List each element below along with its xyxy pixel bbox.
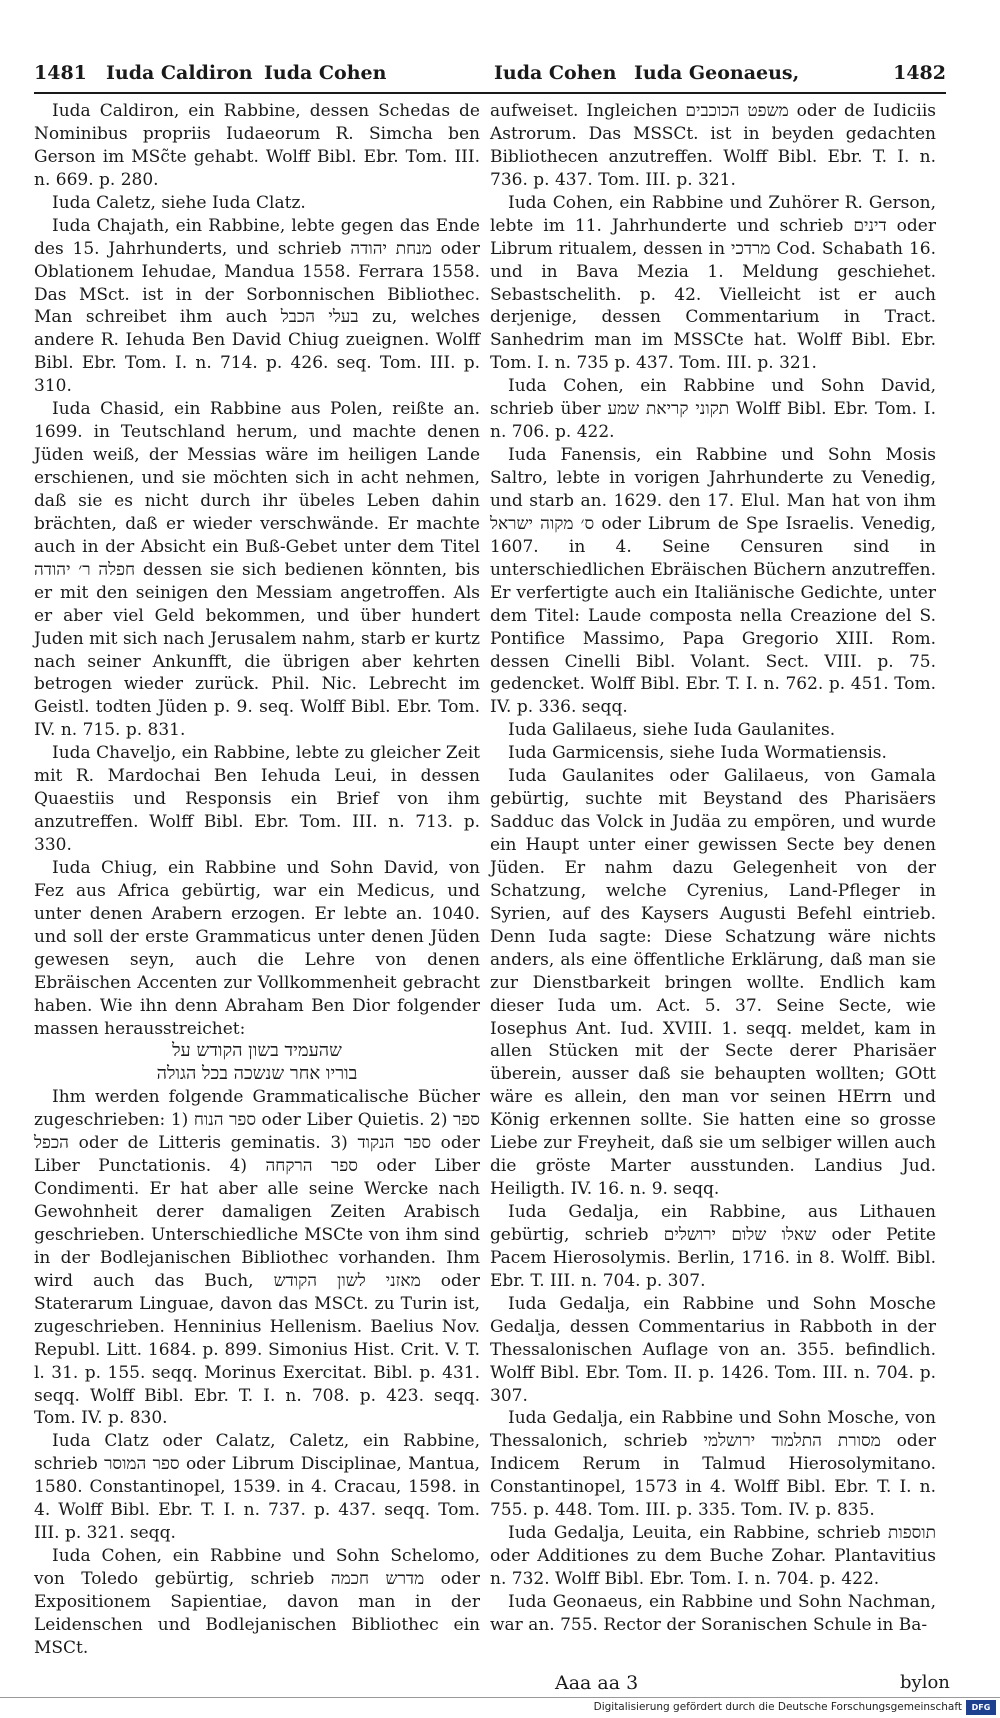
entry-paragraph: aufweiset. Ingleichen משפט הכוכבים oder de Iudiciis Astrorum. Das MSSCt. ist in beyden gedachten Bibliothecen anzutreffen. Wolff Bibl. Ebr. T. I. n. 736. p. 437. Tom. III. p. 321. [490,101,937,190]
entry-paragraph: Iuda Clatz oder Calatz, Caletz, ein Rabbine, schrieb ספר המוסר oder Librum Disciplinae, Mantua, 1580. Constantinopel, 1539. in 4. Cracau, 1598. in 4. Wolff Bibl. Ebr. T. I. n. 737. p. 437. seqq. Tom. III. p. 321. seqq. [34,1431,480,1544]
header-rule [34,92,946,94]
header-title-right-1: Iuda Cohen [494,62,617,84]
hebrew-verse-line: בוריו אחר שנשכה בכל הגולה [156,1063,358,1085]
entry-paragraph: Iuda Cohen, ein Rabbine und Zuhörer R. Gerson, lebte im 11. Jahrhunderte und schrieb דינים oder Librum ritualem, dessen in מרדכי Cod. Schabath 16. und in Bava Mezia 1. Meldung geschiehet. Sebastschelith. p. 42. Vielleicht ist er auch derjenige, dessen Commentarium in Tract. Sanhedrim man im MSSCte hat. Wolff Bibl. Ebr. Tom. I. n. 735 p. 437. Tom. III. p. 321. [490,192,936,374]
entry-paragraph: Iuda Gedalja, ein Rabbine und Sohn Mosche Gedalja, dessen Commentarius in Rabboth in der Thessalonischen Auflage von an. 355. befindlich. Wolff Bibl. Ebr. Tom. II. p. 1426. Tom. III. n. 704. p. 307. [490,1293,936,1406]
catchword: bylon [900,1672,950,1693]
entry-paragraph: Iuda Geonaeus, ein Rabbine und Sohn Nachman, war an. 755. Rector der Soranischen Schule in Ba- [490,1591,936,1635]
page-number-left: 1481 [34,62,87,84]
dfg-logo: DFG [966,1700,996,1715]
entry-paragraph: Iuda Chaveljo, ein Rabbine, lebte zu gleicher Zeit mit R. Mardochai Ben Iehuda Leui, in dessen Quaestiis und Responsis ein Brief von ihm anzutreffen. Wolff Bibl. Ebr. Tom. III. n. 713. p. 330. [34,743,480,855]
footer-bar [0,1697,1000,1718]
right-column [490,100,936,1637]
running-header [34,62,946,88]
entry-paragraph: Iuda Cohen, ein Rabbine und Sohn David, schrieb über תקוני קריאת שמע Wolff Bibl. Ebr. Tom. I. n. 706. p. 422. [490,376,936,443]
entry-paragraph: Iuda Caldiron, ein Rabbine, dessen Schedas de Nominibus propriis Iudaeorum R. Simcha ben Gerson im MSc̃te gehabt. Wolff Bibl. Ebr. Tom. III. n. 669. p. 280. [34,101,480,190]
entry-paragraph: Ihm werden folgende Grammaticalische Bücher zugeschrieben: 1) ספר הנוח oder Liber Quietis. 2) ספר הכפל oder de Litteris geminatis. 3) ספר הנקוד oder Liber Punctationis. 4) ספר הרקחה oder Liber Condimenti. Er hat aber alle seine Wercke nach Gewohnheit derer damaligen Zeiten Arabisch geschrieben. Unterschiedliche MSCte von ihm sind in der Bodlejanischen Bibliothec vorhanden. Ihm wird auch das Buch, מאזני לשון הקודש oder Staterarum Linguae, davon das MSCt. zu Turin ist, zugeschrieben. Henninius Hellenism. Baelius Nov. Republ. Litt. 1684. p. 899. Simonius Hist. Crit. V. T. l. 31. p. 155. seqq. Morinus Exercitat. Bibl. p. 431. seqq. Wolff Bibl. Ebr. T. I. n. 708. p. 423. seqq. Tom. IV. p. 830. [34,1087,481,1429]
entry-paragraph: Iuda Gedalja, ein Rabbine und Sohn Mosche, von Thessalonich, schrieb מסורת התלמוד ירושלמי oder Indicem Rerum in Talmud Hierosolymitano. Constantinopel, 1573 in 4. Wolff Bibl. Ebr. T. I. n. 755. p. 448. Tom. III. p. 335. Tom. IV. p. 835. [490,1408,936,1521]
header-title-left-1: Iuda Caldiron [106,62,253,84]
entry-paragraph: Iuda Chasid, ein Rabbine aus Polen, reißte an. 1699. in Teutschland herum, und machte denen Jüden weiß, der Messias wäre im heiligen Lande erschienen, und sie möchten sich in acht nehmen, daß sie es nicht durch ihr übeles Leben dahin brächten, daß er wieder verschwände. Er machte auch in der Absicht ein Buß-Gebet unter dem Titel חפלה ר׳ יהודה dessen sie sich bedienen könnten, bis er mit den seinigen den Messiam angetroffen. Als er aber viel Geld bekommen, und über hundert Juden mit sich nach Jerusalem nahm, starb er kurtz nach seiner Ankunfft, die übrigen aber kehrten betrogen wieder zurück. Phil. Nic. Lebrecht im Geistl. todten Jüden p. 9. seq. Wolff Bibl. Ebr. Tom. IV. n. 715. p. 831. [34,399,480,741]
entry-paragraph: Iuda Galilaeus, siehe Iuda Gaulanites. [508,720,836,741]
left-column [34,100,480,1660]
header-title-right-2: Iuda Geonaeus, [634,62,800,84]
header-title-left-2: Iuda Cohen [264,62,387,84]
entry-paragraph: Iuda Chiug, ein Rabbine und Sohn David, von Fez aus Africa gebürtig, war ein Medicus, und unter denen Arabern erzogen. Er lebte an. 1040. und soll der erste Grammaticus unter denen Jüden gewesen seyn, auch die Lehre von denen Ebräischen Accenten zur Vollkommenheit gebracht haben. Wie ihn denn Abraham Ben Dior folgender massen herausstreichet: [34,857,480,1039]
entry-paragraph: Iuda Gaulanites oder Galilaeus, von Gamala gebürtig, suchte mit Beystand des Pharisäers Sadduc das Volck in Judäa zu empören, und wurde ein Haupt unter einer gewissen Secte bey denen Jüden. Er nahm dazu Gelegenheit von der Schatzung, welche Cyrenius, Land-Pfleger in Syrien, auf des Kaysers Augusti Befehl eintrieb. Denn Iuda sagte: Diese Schatzung wäre nichts anders, als eine öffentliche Erklärung, daß man sie zur Dienstbarkeit bringen wollte. Endlich kam dieser Iuda um. Act. 5. 37. Seine Secte, wie Iosephus Ant. Iud. XVIII. 1. seqq. meldet, kam in allen Stücken mit der Secte derer Pharisäer überein, ausser daß sie behaupten wollten; GOtt wäre es allein, den man vor seinen HErrn und König erkennen sollte. Sie hatten eine so grosse Liebe zur Freyheit, daß sie um selbiger willen auch die gröste Marter ausstunden. Landius Jud. Heiligth. IV. 16. n. 9. seqq. [490,766,936,1200]
entry-paragraph: Iuda Cohen, ein Rabbine und Sohn Schelomo, von Toledo gebürtig, schrieb מדרש חכמה oder Expositionem Sapientiae, davon man in der Leidenschen und Bodlejanischen Bibliothec ein MSCt. [34,1546,480,1658]
funding-note: Digitalisierung gefördert durch die Deutsche Forschungsgemeinschaft [593,1701,962,1713]
signature-mark: Aaa aa 3 [555,1672,639,1694]
hebrew-verse-line: שהעמיד בשון הקודש על [172,1040,342,1062]
page-number-right: 1482 [893,62,946,84]
entry-paragraph: Iuda Gedalja, ein Rabbine, aus Lithauen gebürtig, schrieb שאלו שלום ירושלים oder Petite Pacem Hierosolymis. Berlin, 1716. in 8. Wolff. Bibl. Ebr. T. III. n. 704. p. 307. [490,1202,936,1291]
entry-paragraph: Iuda Garmicensis, siehe Iuda Wormatiensis. [508,743,887,764]
entry-paragraph: Iuda Chajath, ein Rabbine, lebte gegen das Ende des 15. Jahrhunderts, und schrieb מנחת יהודה oder Oblationem Iehudae, Mandua 1558. Ferrara 1558. Das MSct. ist in der Sorbonnischen Bibliothec. Man schreibet ihm auch בעלי הכבל zu, welches andere R. Iehuda Ben David Chiug zueignen. Wolff Bibl. Ebr. Tom. I. n. 714. p. 426. seq. Tom. III. p. 310. [34,215,481,397]
entry-paragraph: Iuda Gedalja, Leuita, ein Rabbine, schrieb תוספות oder Additiones zu dem Buche Zohar. Plantavitius n. 732. Wolff Bibl. Ebr. Tom. I. n. 704. p. 422. [490,1523,936,1589]
entry-paragraph: Iuda Fanensis, ein Rabbine und Sohn Mosis Saltro, lebte in vorigen Jahrhunderte zu Venedig, und starb an. 1629. den 17. Elul. Man hat von ihm ס׳ מקוה ישראל oder Librum de Spe Israelis. Venedig, 1607. in 4. Seine Censuren sind in unterschiedlichen Ebräischen Büchern anzutreffen. Er verfertigte auch ein Italiänische Gedichte, unter dem Titel: Laude composta nella Creazione del S. Pontifice Massimo, Papa Gregorio XIII. Rom. dessen Cinelli Bibl. Volant. Sect. VIII. p. 75. gedencket. Wolff Bibl. Ebr. T. I. n. 762. p. 451. Tom. IV. p. 336. seqq. [490,445,936,718]
entry-paragraph: Iuda Caletz, siehe Iuda Clatz. [52,192,306,213]
